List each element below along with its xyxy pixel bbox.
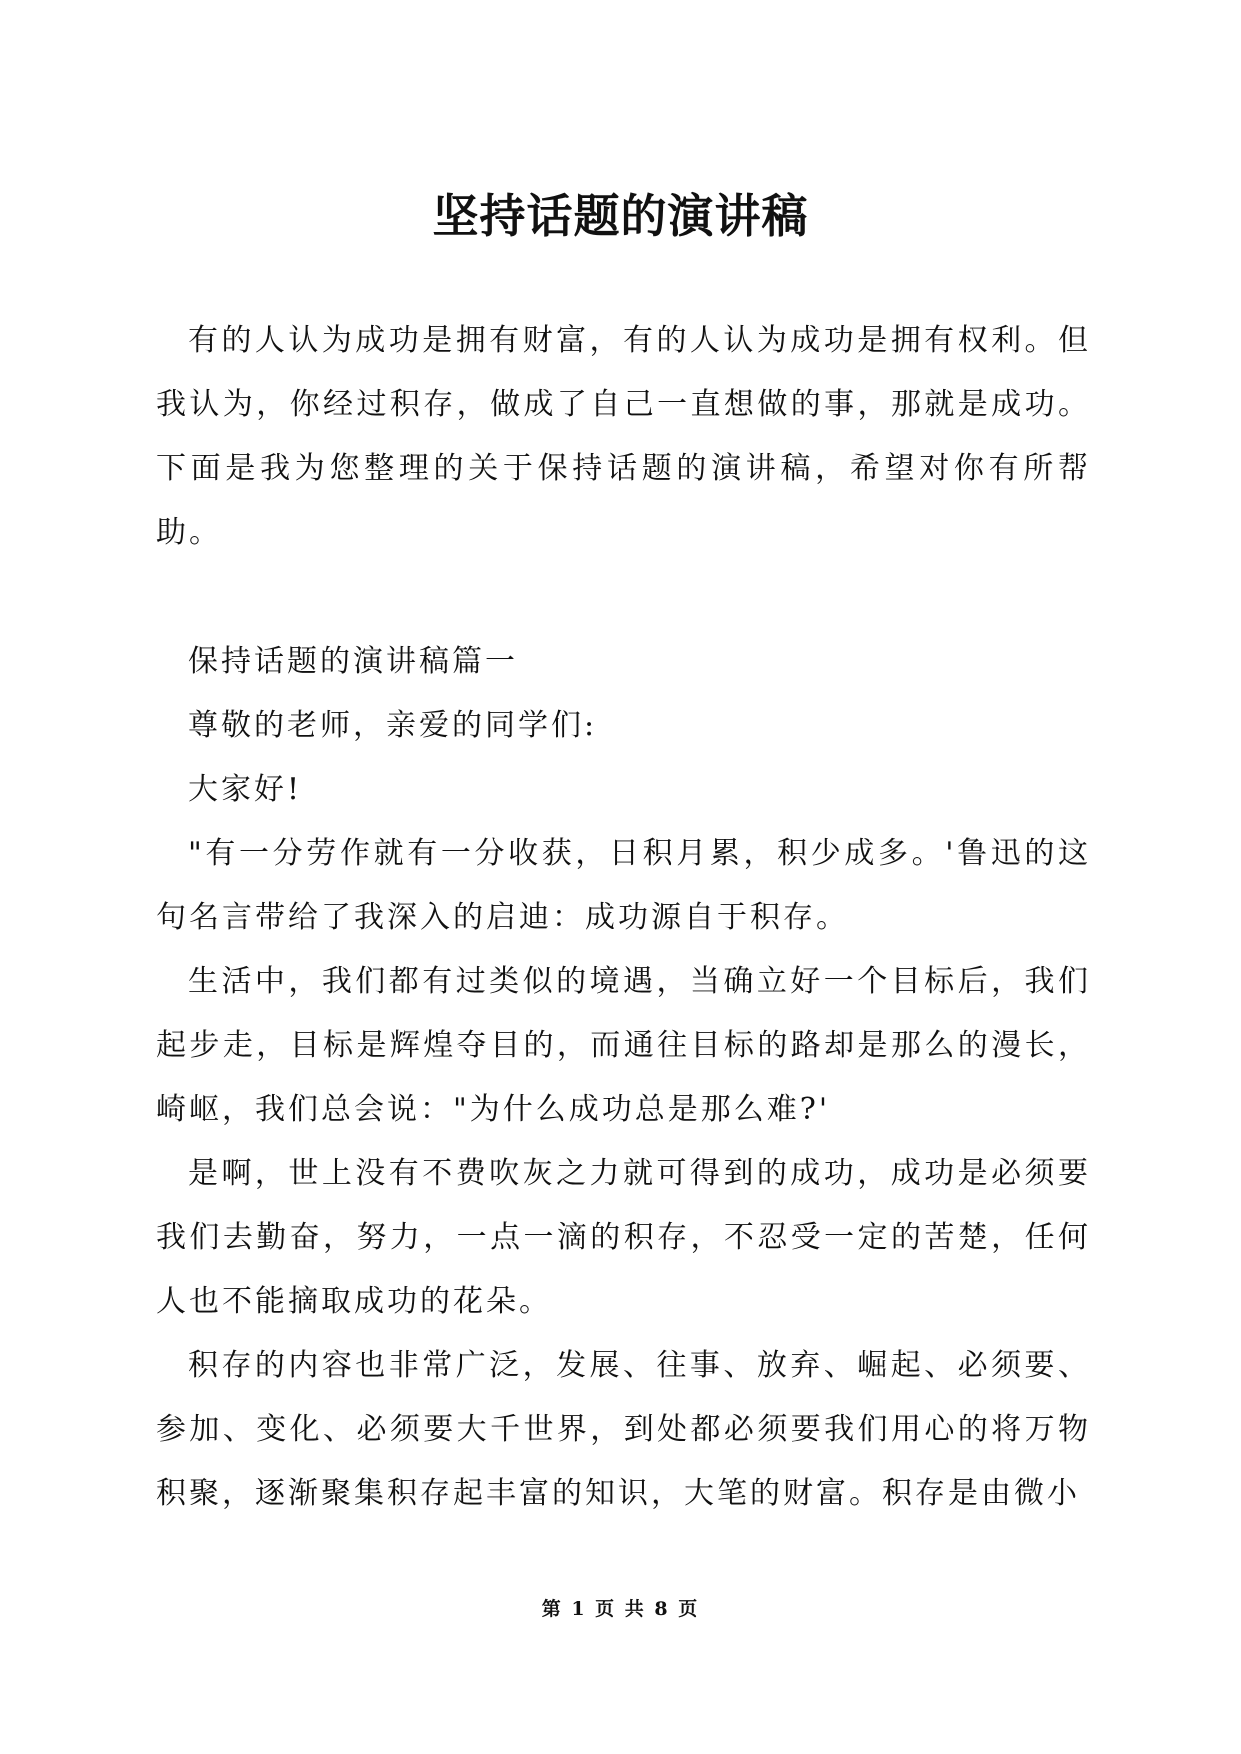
body-paragraph: 积存的内容也非常广泛，发展、往事、放弃、崛起、必须要、参加、变化、必须要大千世界，到处都必须要我们用心的将万物积聚，逐渐聚集积存起丰富的知识，大笔的财富。积存是由微小 (156, 1348, 1091, 1511)
body-paragraph: 是啊，世上没有不费吹灰之力就可得到的成功，成功是必须要我们去勤奋，努力，一点一滴的积存，不忍受一定的苦楚，任何人也不能摘取成功的花朵。 (156, 1156, 1091, 1319)
page-number: 第 1 页 共 8 页 (541, 1598, 700, 1620)
body-paragraph: "有一分劳作就有一分收获，日积月累，积少成多。'鲁迅的这句名言带给了我深入的启迪：成功源自于积存。 (156, 836, 1091, 935)
page-title: 坚持话题的演讲稿 (432, 189, 809, 243)
section-heading: 保持话题的演讲稿篇一 (188, 644, 518, 679)
greeting: 大家好! (188, 772, 303, 807)
body-paragraph: 生活中，我们都有过类似的境遇，当确立好一个目标后，我们起步走，目标是辉煌夺目的，而通往目标的路却是那么的漫长，崎岖，我们总会说："为什么成功总是那么难?' (156, 964, 1091, 1127)
content-section (156, 630, 1091, 1526)
intro-section (156, 309, 1091, 565)
salutation: 尊敬的老师，亲爱的同学们: (188, 708, 598, 743)
intro-paragraph: 有的人认为成功是拥有财富，有的人认为成功是拥有权利。但我认为，你经过积存，做成了自己一直想做的事，那就是成功。下面是我为您整理的关于保持话题的演讲稿，希望对你有所帮助。 (156, 323, 1091, 550)
